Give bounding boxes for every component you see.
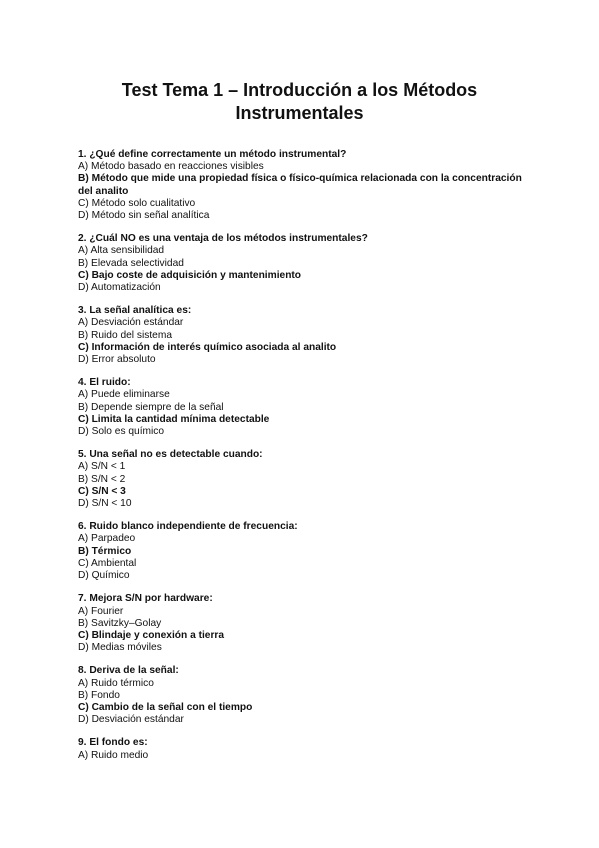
answer-option: D) S/N < 10 <box>78 498 132 510</box>
question-block <box>78 737 538 761</box>
answer-option: D) Solo es químico <box>78 426 165 438</box>
question-block <box>78 665 538 726</box>
answer-option: B) Ruido del sistema <box>78 329 172 341</box>
answer-option-correct: C) Bajo coste de adquisición y mantenimiento <box>78 269 302 281</box>
question-block <box>78 233 538 294</box>
answer-option: D) Desviación estándar <box>78 714 184 726</box>
answer-option: D) Medias móviles <box>78 642 162 654</box>
answer-option: A) Método basado en reacciones visibles <box>78 161 264 173</box>
answer-option: A) Alta sensibilidad <box>78 245 165 257</box>
question-text: 3. La señal analítica es: <box>78 305 192 317</box>
question-text: 8. Deriva de la señal: <box>78 665 179 677</box>
answer-option: A) Fourier <box>78 605 124 617</box>
question-block <box>78 593 538 654</box>
question-text: 9. El fondo es: <box>78 737 148 749</box>
answer-option-correct: B) Térmico <box>78 545 132 557</box>
answer-option: B) Depende siempre de la señal <box>78 401 224 413</box>
answer-option: D) Error absoluto <box>78 354 156 366</box>
answer-option: A) Ruido térmico <box>78 677 154 689</box>
answer-option: B) S/N < 2 <box>78 473 126 485</box>
title-line-1: Test Tema 1 – Introducción a los Métodos <box>121 80 478 100</box>
answer-option: A) Puede eliminarse <box>78 389 170 401</box>
answer-option-correct: C) Información de interés químico asociada al analito <box>78 341 337 353</box>
answer-option: B) Elevada selectividad <box>78 257 184 269</box>
answer-option: A) Ruido medio <box>78 749 149 761</box>
question-block <box>78 521 538 582</box>
question-block <box>78 149 538 222</box>
answer-option-correct: C) Blindaje y conexión a tierra <box>78 629 225 641</box>
answer-option: A) Parpadeo <box>78 533 136 545</box>
title-line-2: Instrumentales <box>235 103 364 123</box>
answer-option-correct: C) Limita la cantidad mínima detectable <box>78 413 270 425</box>
answer-option: D) Automatización <box>78 282 161 294</box>
answer-option: A) S/N < 1 <box>78 461 126 473</box>
answer-option-correct: B) Método que mide una propiedad física o físico-química relacionada con la concentración del analito <box>78 173 522 197</box>
question-text: 1. ¿Qué define correctamente un método instrumental? <box>78 149 347 160</box>
question-text: 5. Una señal no es detectable cuando: <box>78 449 263 461</box>
question-text: 6. Ruido blanco independiente de frecuencia: <box>78 521 298 533</box>
answer-option: C) Ambiental <box>78 557 137 569</box>
question-list <box>78 149 538 773</box>
question-block <box>78 305 538 366</box>
answer-option: D) Químico <box>78 570 130 582</box>
answer-option: A) Desviación estándar <box>78 317 184 329</box>
answer-option: D) Método sin señal analítica <box>78 210 210 222</box>
question-text: 4. El ruido: <box>78 377 131 389</box>
question-text: 2. ¿Cuál NO es una ventaja de los métodos instrumentales? <box>78 233 368 245</box>
answer-option-correct: C) S/N < 3 <box>78 485 126 497</box>
question-block <box>78 449 538 510</box>
answer-option: C) Método solo cualitativo <box>78 197 196 209</box>
question-text: 7. Mejora S/N por hardware: <box>78 593 213 605</box>
document-title <box>0 79 599 125</box>
question-block <box>78 377 538 438</box>
answer-option: B) Fondo <box>78 689 120 701</box>
answer-option: B) Savitzky–Golay <box>78 617 162 629</box>
answer-option-correct: C) Cambio de la señal con el tiempo <box>78 701 253 713</box>
